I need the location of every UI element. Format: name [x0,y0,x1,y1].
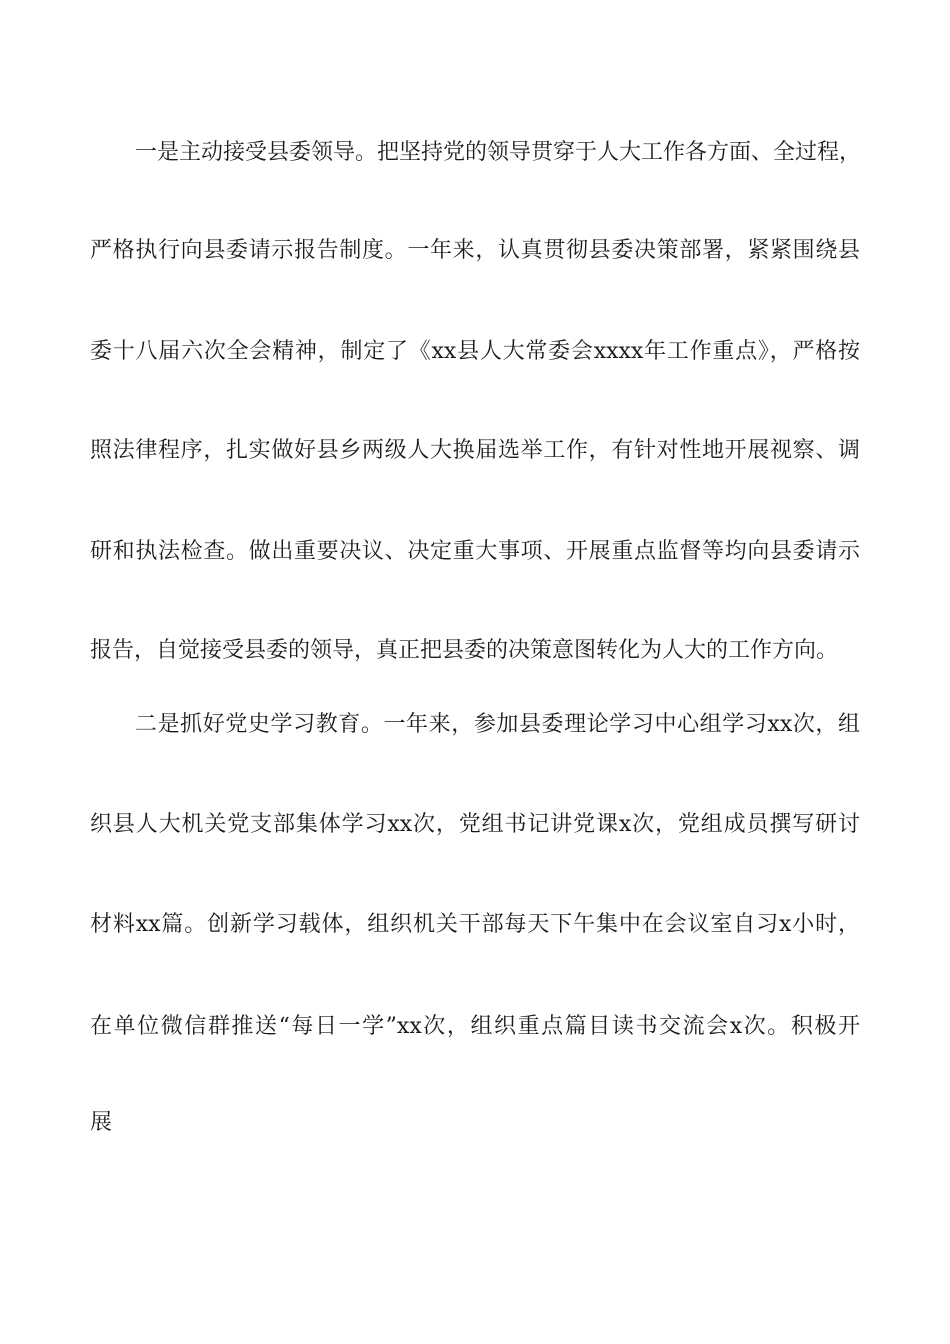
paragraph-1-line-2: 严格执行向县委请示报告制度。一年来，认真贯彻县委决策部署，紧紧围绕县 [90,238,860,263]
paragraph-2-line-3: 材料xx篇。创新学习载体，组织机关干部每天下午集中在会议室自习x小时， [90,912,860,937]
paragraph-2-line-2: 织县人大机关党支部集体学习xx次，党组书记讲党课x次，党组成员撰写研讨 [90,812,860,837]
paragraph-2-line-1: 二是抓好党史学习教育。一年来，参加县委理论学习中心组学习xx次，组 [135,712,860,737]
paragraph-2-line-5: 展 [90,1110,113,1135]
paragraph-2-line-4: 在单位微信群推送“每日一学”xx次，组织重点篇目读书交流会x次。积极开 [90,1014,860,1039]
paragraph-1-line-1: 一是主动接受县委领导。把坚持党的领导贯穿于人大工作各方面、全过程， [135,140,862,165]
paragraph-1-line-4: 照法律程序，扎实做好县乡两级人大换届选举工作，有针对性地开展视察、调 [90,438,860,463]
paragraph-1-line-3: 委十八届六次全会精神，制定了《xx县人大常委会xxxx年工作重点》，严格按 [90,339,860,364]
paragraph-1-line-5: 研和执法检查。做出重要决议、决定重大事项、开展重点监督等均向县委请示 [90,539,860,564]
paragraph-1-line-6: 报告，自觉接受县委的领导，真正把县委的决策意图转化为人大的工作方向。 [90,638,839,663]
